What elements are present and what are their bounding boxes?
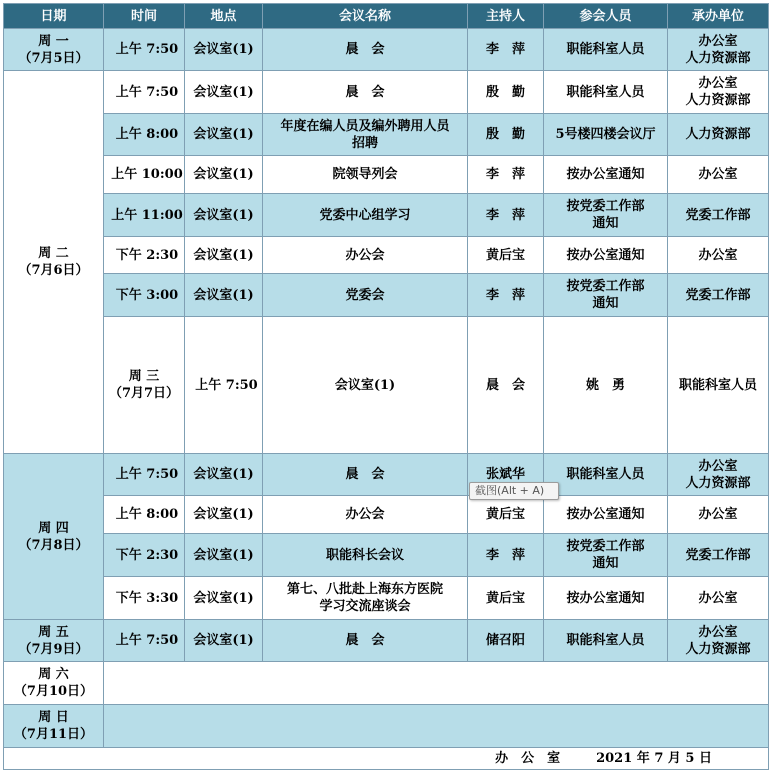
organizer-cell: 人力资源部 [668, 114, 769, 156]
header-meeting-name: 会议名称 [263, 4, 468, 29]
meeting-name-cell: 晨 会 [263, 620, 468, 662]
place-cell: 会议室(1) [185, 577, 263, 620]
table-row [4, 114, 769, 156]
table-row [4, 29, 769, 71]
day-cell-monday: 周 一 （7月5日） [4, 29, 104, 71]
host-cell: 李 萍 [468, 29, 544, 71]
table-row [4, 454, 769, 496]
place-cell: 会议室(1) [185, 274, 263, 317]
time-cell: 上午 10:00 [104, 156, 185, 194]
attendees-cell: 按办公室通知 [544, 577, 668, 620]
host-cell: 姚 勇 [544, 317, 668, 454]
host-cell: 李 萍 [468, 156, 544, 194]
place-cell: 会议室(1) [185, 29, 263, 71]
organizer-cell: 党委工作部 [668, 194, 769, 237]
table-row [4, 534, 769, 577]
table-row [4, 705, 769, 748]
organizer-cell: 办公室 人力资源部 [668, 454, 769, 496]
host-cell: 李 萍 [468, 194, 544, 237]
place-cell: 会议室(1) [185, 534, 263, 577]
meeting-name-cell: 晨 会 [468, 317, 544, 454]
table-row [4, 274, 769, 317]
attendees-cell: 按办公室通知 [544, 237, 668, 274]
time-cell: 上午 7:50 [104, 71, 185, 114]
meeting-name-cell: 职能科长会议 [263, 534, 468, 577]
attendees-cell: 职能科室人员 [544, 454, 668, 496]
meeting-name-cell: 党委会 [263, 274, 468, 317]
meeting-name-cell: 院领导列会 [263, 156, 468, 194]
attendees-cell: 职能科室人员 [668, 317, 769, 454]
organizer-cell: 办公室 [668, 237, 769, 274]
place-cell: 会议室(1) [185, 156, 263, 194]
organizer-cell: 办公室 人力资源部 [668, 620, 769, 662]
attendees-cell: 职能科室人员 [544, 29, 668, 71]
place-cell: 会议室(1) [185, 620, 263, 662]
place-cell: 会议室(1) [185, 194, 263, 237]
time-cell: 上午 11:00 [104, 194, 185, 237]
organizer-cell: 党委工作部 [668, 534, 769, 577]
table-row [4, 496, 769, 534]
time-cell: 下午 3:00 [104, 274, 185, 317]
host-cell: 黄后宝 [468, 577, 544, 620]
time-cell: 下午 2:30 [104, 237, 185, 274]
attendees-cell: 职能科室人员 [544, 71, 668, 114]
time-cell: 上午 8:00 [104, 496, 185, 534]
attendees-cell: 按党委工作部 通知 [544, 194, 668, 237]
place-cell: 会议室(1) [185, 71, 263, 114]
table-row [4, 194, 769, 237]
table-row [4, 71, 769, 114]
time-cell: 上午 8:00 [104, 114, 185, 156]
organizer-cell: 办公室 [668, 156, 769, 194]
footer-date: 2021 年 7 月 5 日 [596, 751, 712, 766]
table-row [4, 237, 769, 274]
host-cell: 殷 勤 [468, 71, 544, 114]
meeting-name-cell: 党委中心组学习 [263, 194, 468, 237]
meeting-name-cell: 晨 会 [263, 29, 468, 71]
organizer-cell: 办公室 [668, 577, 769, 620]
meeting-name-cell: 第七、八批赴上海东方医院 学习交流座谈会 [263, 577, 468, 620]
screenshot-tooltip: 截图(Alt + A) [469, 482, 559, 500]
meeting-name-cell: 晨 会 [263, 71, 468, 114]
meeting-name-cell: 年度在编人员及编外聘用人员 招聘 [263, 114, 468, 156]
organizer-cell: 党委工作部 [668, 274, 769, 317]
place-cell: 会议室(1) [185, 454, 263, 496]
time-cell: 上午 7:50 [104, 29, 185, 71]
organizer-cell: 办公室 人力资源部 [668, 71, 769, 114]
empty-day-cell [104, 662, 769, 705]
time-cell: 上午 7:50 [185, 317, 263, 454]
organizer-cell: 办公室 [668, 496, 769, 534]
table-footer [4, 748, 769, 770]
table-row [4, 620, 769, 662]
place-cell: 会议室(1) [263, 317, 468, 454]
day-cell-sunday: 周 日 （7月11日） [4, 705, 104, 748]
table-row [4, 577, 769, 620]
host-cell: 李 萍 [468, 274, 544, 317]
time-cell: 上午 7:50 [104, 454, 185, 496]
header-attendees: 参会人员 [544, 4, 668, 29]
table-row [4, 156, 769, 194]
place-cell: 会议室(1) [185, 496, 263, 534]
time-cell: 下午 3:30 [104, 577, 185, 620]
host-cell: 李 萍 [468, 534, 544, 577]
day-cell-wednesday: 周 三 （7月7日） [104, 317, 185, 454]
meeting-name-cell: 晨 会 [263, 454, 468, 496]
header-time: 时间 [104, 4, 185, 29]
host-cell: 储召阳 [468, 620, 544, 662]
table-header [4, 4, 769, 29]
host-cell: 黄后宝 [468, 496, 544, 534]
header-place: 地点 [185, 4, 263, 29]
host-cell: 殷 勤 [468, 114, 544, 156]
attendees-cell: 按办公室通知 [544, 496, 668, 534]
meeting-name-cell: 办公会 [263, 496, 468, 534]
empty-day-cell [104, 705, 769, 748]
meeting-name-cell: 办公会 [263, 237, 468, 274]
attendees-cell: 按党委工作部 通知 [544, 534, 668, 577]
day-cell-thursday: 周 四 （7月8日） [4, 454, 104, 620]
time-cell: 下午 2:30 [104, 534, 185, 577]
day-cell-tuesday: 周 二 （7月6日） [4, 71, 104, 454]
header-organizer: 承办单位 [668, 4, 769, 29]
attendees-cell: 按党委工作部 通知 [544, 274, 668, 317]
place-cell: 会议室(1) [185, 114, 263, 156]
footer-cell [4, 748, 769, 770]
meeting-schedule-table [3, 3, 769, 770]
time-cell: 上午 7:50 [104, 620, 185, 662]
attendees-cell: 按办公室通知 [544, 156, 668, 194]
table-row [4, 662, 769, 705]
table-row [4, 317, 769, 454]
attendees-cell: 5号楼四楼会议厅 [544, 114, 668, 156]
attendees-cell: 职能科室人员 [544, 620, 668, 662]
header-date: 日期 [4, 4, 104, 29]
place-cell: 会议室(1) [185, 237, 263, 274]
footer-issuer: 办 公 室 [495, 751, 561, 766]
header-host: 主持人 [468, 4, 544, 29]
organizer-cell: 办公室 人力资源部 [668, 29, 769, 71]
day-cell-saturday: 周 六 （7月10日） [4, 662, 104, 705]
host-cell: 张斌华 [468, 454, 544, 496]
day-cell-friday: 周 五 （7月9日） [4, 620, 104, 662]
host-cell: 黄后宝 [468, 237, 544, 274]
